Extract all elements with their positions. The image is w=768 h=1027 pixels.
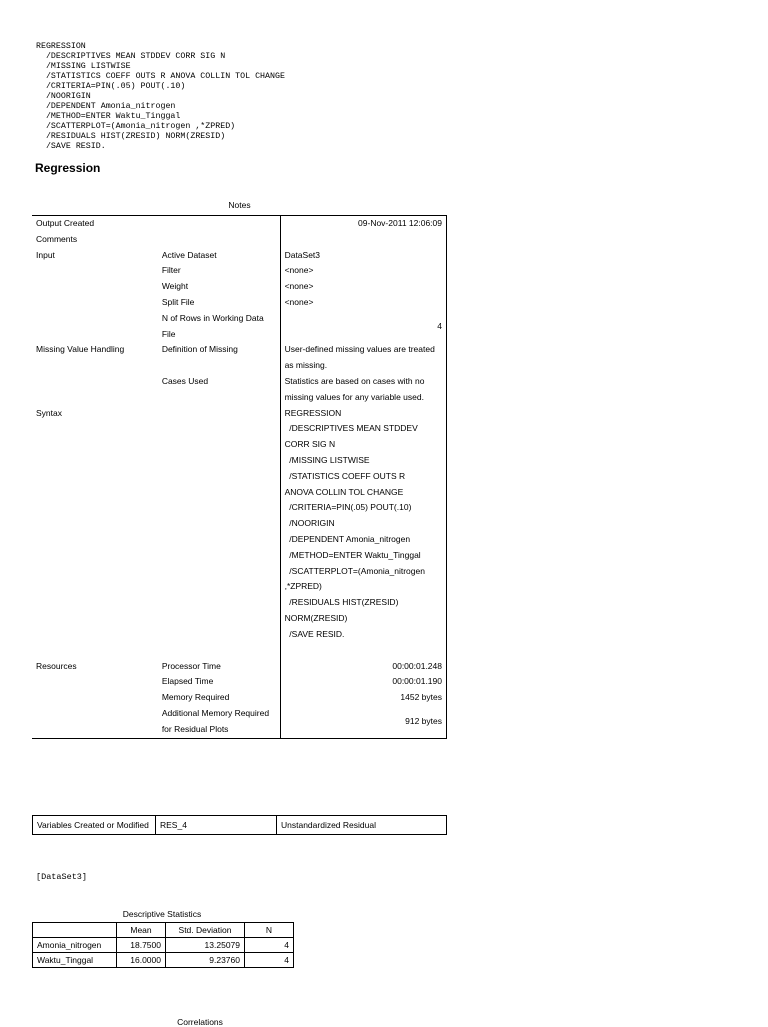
syntax-line: ANOVA COLLIN TOL CHANGE [284,486,404,497]
n-rows-value: 4 [280,311,446,343]
n-cell: 4 [245,938,294,953]
variables-created-description: Unstandardized Residual [277,816,447,835]
syntax-line: /DESCRIPTIVES MEAN STDDEV [284,423,418,434]
table-row [33,953,294,968]
syntax-line: /DEPENDENT Amonia_nitrogen [284,533,411,544]
header-cell [33,923,117,938]
table-row [32,706,447,738]
table-row [32,311,447,343]
table-row [32,374,447,406]
header-cell: Mean [117,923,166,938]
table-row [32,248,447,264]
table-row [32,279,447,295]
table-row [32,406,447,659]
input-label: Input [36,249,55,260]
mean-cell: 18.7500 [117,938,166,953]
dataset-tag: [DataSet3] [36,872,88,882]
notes-table [32,215,447,739]
table-row [32,674,447,690]
missing-handling-label: Missing Value Handling [36,344,125,355]
elapsed-time-value: 00:00:01.190 [280,674,446,690]
processor-time-value: 00:00:01.248 [280,659,446,675]
header-cell: N [245,923,294,938]
header-cell: Std. Deviation [166,923,245,938]
output-created-label: Output Created [36,218,95,228]
definition-label: Definition of Missing [161,344,238,355]
table-row [32,659,447,675]
table-row [32,216,447,232]
section-heading: Regression [35,161,101,175]
variables-created-table [32,815,447,835]
processor-time-label: Processor Time [161,660,221,671]
n-cell: 4 [245,953,294,968]
variables-created-name: RES_4 [156,816,277,835]
correlations-caption: Correlations [177,1017,223,1027]
syntax-line: /SAVE RESID. [284,628,345,639]
row-label: Amonia_nitrogen [33,938,117,953]
filter-label: Filter [161,265,181,276]
syntax-line: /MISSING LISTWISE [284,454,370,465]
cases-used-value: Statistics are based on cases with no missing values for any variable used. [280,374,446,406]
syntax-line: /STATISTICS COEFF OUTS R [284,470,406,481]
table-row [33,938,294,953]
syntax-line: /CRITERIA=PIN(.05) POUT(.10) [284,502,412,513]
comments-label: Comments [36,233,78,244]
active-dataset-value: DataSet3 [280,248,446,264]
split-file-value: <none> [280,295,446,311]
syntax-line: /SCATTERPLOT=(Amonia_nitrogen [284,565,425,576]
notes-caption: Notes [228,200,251,210]
cases-used-label: Cases Used [161,375,209,386]
table-row [32,295,447,311]
additional-memory-label: Additional Memory Required for Residual Plots [158,706,280,738]
syntax-block: REGRESSION /DESCRIPTIVES MEAN STDDEV CORR SIG N /MISSING LISTWISE /STATISTICS COEFF OUTS R ANOVA COLLIN TOL CHANGE /CRITERIA=PIN(.05) POUT(.10) /NOORIGIN /DEPENDENT Amonia_nitrogen /METHOD=ENTER Waktu_Tinggal /SCATTERPLOT=(Amonia_nitrogen ,*ZPRED) /RESIDUALS HIST(ZRESID) NORM(ZRESID) /SAVE RESID. [36,42,285,151]
syntax-line: ,*ZPRED) [284,581,322,592]
mean-cell: 16.0000 [117,953,166,968]
table-row [32,232,447,248]
additional-memory-value: 912 bytes [280,706,446,738]
syntax-line: NORM(ZRESID) [284,612,348,623]
elapsed-time-label: Elapsed Time [161,676,214,687]
syntax-line: /RESIDUALS HIST(ZRESID) [284,597,399,608]
syntax-line: /METHOD=ENTER Waktu_Tinggal [284,549,421,560]
table-row [32,690,447,706]
syntax-line: /NOORIGIN [284,518,335,529]
table-header-row [33,923,294,938]
output-created-value: 09-Nov-2011 12:06:09 [280,216,446,232]
memory-value: 1452 bytes [280,690,446,706]
resources-label: Resources [36,660,77,671]
split-file-label: Split File [161,296,195,307]
definition-value: User-defined missing values are treated as missing. [280,342,446,374]
filter-value: <none> [280,263,446,279]
n-rows-label: N of Rows in Working Data File [161,312,264,339]
table-row [32,263,447,279]
table-row [33,816,447,835]
weight-value: <none> [280,279,446,295]
memory-label: Memory Required [161,692,230,703]
row-label: Waktu_Tinggal [33,953,117,968]
syntax-line: CORR SIG N [284,439,336,450]
syntax-value [280,406,446,659]
descriptive-table [32,922,294,968]
std-dev-cell: 9.23760 [166,953,245,968]
descriptive-caption: Descriptive Statistics [122,909,202,919]
syntax-line: REGRESSION [284,407,342,418]
syntax-lines [285,406,442,643]
weight-label: Weight [161,281,189,292]
active-dataset-label: Active Dataset [161,249,217,260]
variables-created-label: Variables Created or Modified [33,816,156,835]
syntax-label: Syntax [36,407,62,418]
std-dev-cell: 13.25079 [166,938,245,953]
table-row [32,342,447,374]
